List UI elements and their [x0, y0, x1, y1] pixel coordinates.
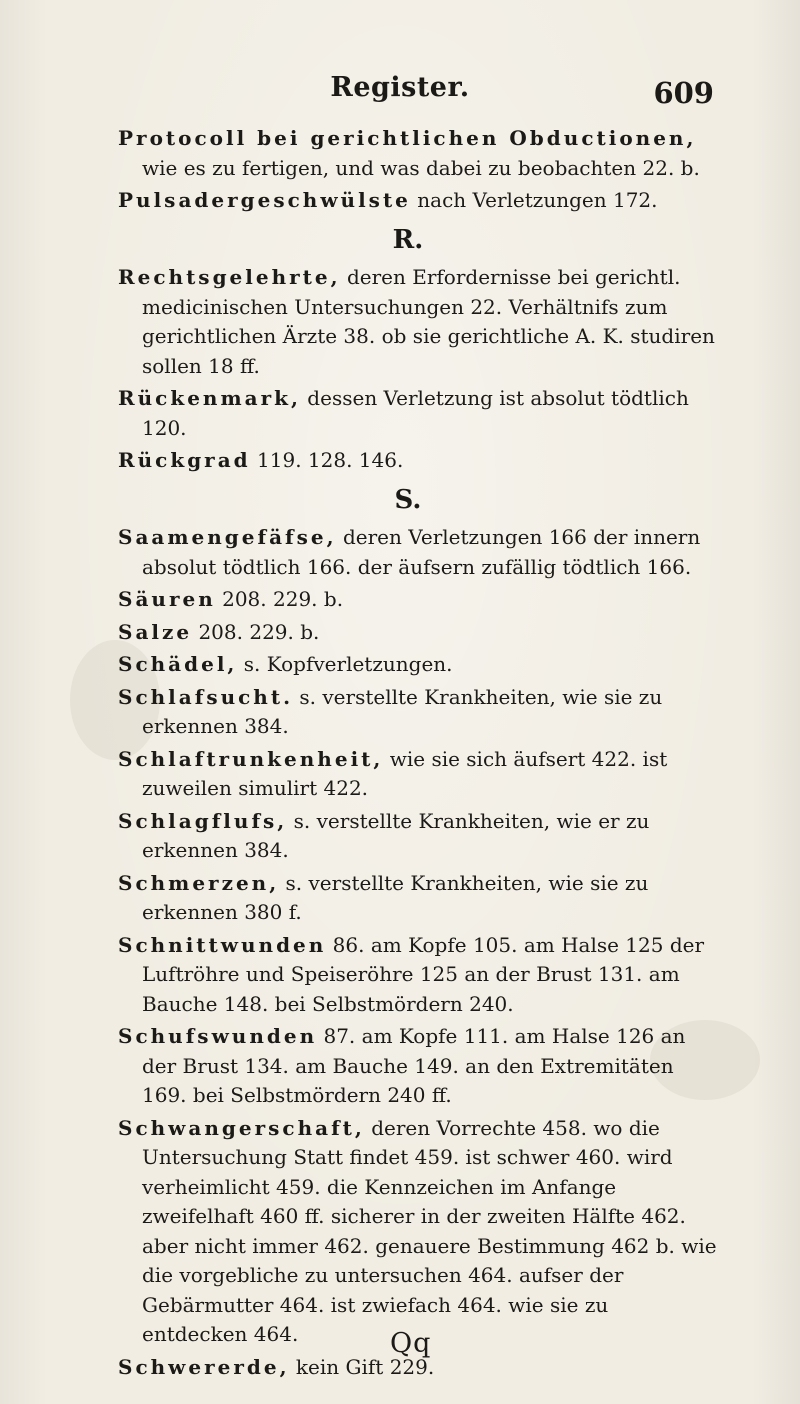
- section-heading-s: S.: [394, 484, 422, 515]
- page-header: [0, 72, 800, 112]
- entry-term: Schwererde,: [118, 1354, 290, 1379]
- signature-mark: Qq: [390, 1328, 432, 1359]
- register-entry: [118, 1022, 718, 1111]
- section-heading-r: R.: [392, 224, 424, 255]
- entry-term: Säuren: [118, 587, 216, 611]
- entry-term: Schufswunden: [118, 1024, 318, 1048]
- entry-term: Schmerzen,: [118, 870, 280, 895]
- entry-text: 119. 128. 146.: [250, 448, 404, 472]
- register-entry: [118, 124, 718, 183]
- register-entry: [118, 1114, 718, 1350]
- entry-term: Schädel,: [118, 652, 238, 676]
- page-number: 609: [653, 76, 714, 110]
- register-entry: [118, 618, 718, 648]
- register-entry: [118, 807, 718, 866]
- entry-text: wie es zu fertigen, und was dabei zu beobachten 22. b.: [142, 155, 700, 180]
- entry-term: Schlagflufs,: [118, 808, 288, 833]
- entry-term: Schlaftrunkenheit,: [118, 746, 384, 771]
- entry-term: Rechtsgelehrte,: [118, 265, 341, 289]
- entry-text: deren Erfordernisse bei gerichtl. medicinischen Untersuchungen 22. Verhältnifs zum gerichtlichen Ärzte 38. ob sie gerichtliche A. K. studiren sollen 18 ff.: [142, 265, 715, 378]
- entry-text: deren Vorrechte 458. wo die Untersuchung Statt findet 459. ist schwer 460. wird verheimlicht 459. die Kennzeichen im Anfange zweifelhaft 460 ff. sicherer in der zweiten Hälfte 462. aber nicht immer 462. genauere Bestimmung 462 b. wie die vorgebliche zu untersuchen 464. aufser der Gebärmutter 464. ist zwiefach 464. wie sie zu entdecken 464.: [142, 1115, 717, 1346]
- entry-text: 208. 229. b.: [215, 587, 344, 611]
- register-entry: [118, 523, 718, 582]
- entry-term: Schnittwunden: [118, 932, 327, 957]
- entry-text: s. verstellte Krankheiten, wie sie zu erkennen 380 f.: [142, 870, 649, 924]
- entry-term: Schwangerschaft,: [118, 1115, 365, 1140]
- register-entry: [118, 446, 718, 476]
- entry-text: kein Gift 229.: [289, 1354, 435, 1379]
- entry-term: Salze: [118, 619, 193, 644]
- register-entry: [118, 263, 718, 381]
- entry-text: wie sie sich äufsert 422. ist zuweilen simulirt 422.: [142, 746, 668, 800]
- entry-text: 87. am Kopfe 111. am Halse 126 an der Brust 134. am Bauche 149. an den Extremitäten 169. bei Selbstmördern 240 ff.: [142, 1024, 686, 1107]
- entry-text: deren Verletzungen 166 der innern absolut tödtlich 166. der äufsern zufällig tödtlich 166.: [142, 525, 701, 579]
- register-entry: [118, 869, 718, 928]
- entry-term: Rückgrad: [118, 448, 251, 472]
- entry-text: s. verstellte Krankheiten, wie er zu erkennen 384.: [142, 808, 650, 862]
- register-entry: [118, 745, 718, 804]
- register-entry: [118, 384, 718, 443]
- register-entry: [118, 650, 718, 680]
- entry-text: 86. am Kopfe 105. am Halse 125 der Luftröhre und Speiseröhre 125 an der Brust 131. am Bauche 148. bei Selbstmördern 240.: [142, 932, 705, 1016]
- running-title: Register.: [330, 72, 470, 103]
- entry-term: Pulsadergeschwülste: [118, 188, 411, 212]
- entry-text: dessen Verletzung ist absolut tödtlich 120.: [142, 386, 689, 440]
- entry-text: s. Kopfverletzungen.: [237, 652, 453, 676]
- entry-term: Rückenmark,: [118, 386, 301, 410]
- register-entry: [118, 585, 718, 615]
- register-text: [118, 124, 718, 1382]
- entry-text: s. verstellte Krankheiten, wie sie zu erkennen 384.: [142, 684, 663, 738]
- register-entry: [118, 683, 718, 742]
- entry-text: nach Verletzungen 172.: [410, 188, 658, 212]
- entry-term: Protocoll bei gerichtlichen Obductionen,: [118, 126, 697, 150]
- register-entry: [118, 186, 718, 216]
- entry-term: Schlafsucht.: [118, 684, 294, 709]
- entry-term: Saamengefäfse,: [118, 525, 337, 549]
- entry-text: 208. 229. b.: [192, 619, 320, 644]
- register-entry: [118, 931, 718, 1020]
